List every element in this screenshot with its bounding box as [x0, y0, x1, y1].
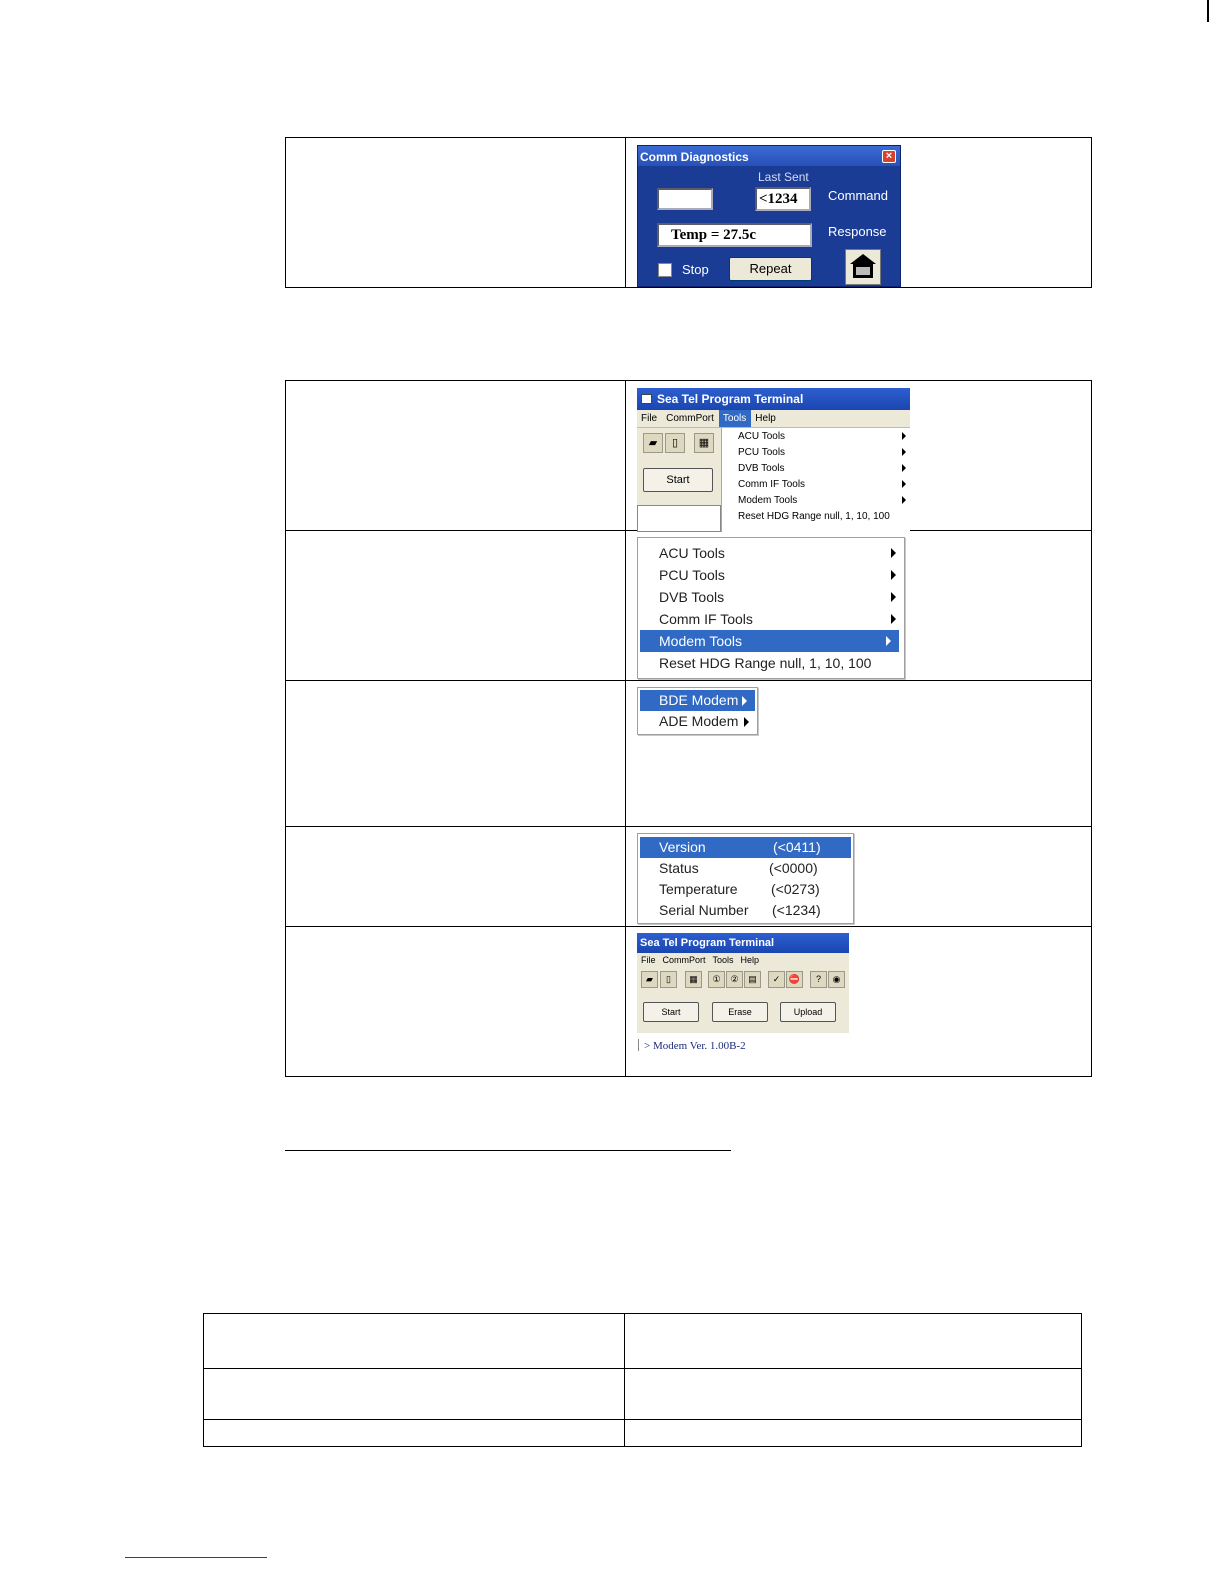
tools-menu — [637, 537, 905, 679]
table-cell-text — [286, 927, 626, 1077]
menu-item-temperature[interactable]: Temperature (<0273) — [659, 881, 820, 897]
erase-button[interactable]: Erase — [712, 1002, 768, 1022]
submenu-arrow-icon — [902, 464, 906, 472]
close-icon[interactable]: × — [882, 150, 896, 163]
start-button[interactable]: Start — [643, 1002, 699, 1022]
last-sent-value: <1234 — [755, 187, 811, 211]
save-icon[interactable]: ▯ — [665, 433, 685, 453]
menu-file[interactable]: File — [641, 413, 658, 424]
menu-item-dvb-tools[interactable]: DVB Tools — [638, 586, 904, 608]
modem-tools-steps-table — [285, 380, 1092, 1077]
stop-label: Stop — [682, 262, 709, 277]
menu-item-bde-modem[interactable]: BDE Modem — [640, 690, 755, 711]
start-button[interactable]: Start — [643, 468, 713, 492]
table-cell-image — [626, 681, 1092, 827]
terminal-icon[interactable]: ▤ — [744, 971, 761, 988]
menu-item-acu-tools[interactable]: ACU Tools — [722, 428, 910, 444]
menu-item-comm-if-tools[interactable]: Comm IF Tools — [638, 608, 904, 630]
menu-item-reset-hdg[interactable]: Reset HDG Range null, 1, 10, 100 — [659, 655, 872, 671]
save-icon[interactable]: ▯ — [660, 971, 677, 988]
table-cell — [204, 1314, 625, 1369]
window-title: Sea Tel Program Terminal — [637, 933, 849, 953]
empty-table — [203, 1313, 1082, 1447]
open-folder-icon[interactable]: ▰ — [641, 971, 658, 988]
terminal-output — [638, 1039, 746, 1052]
table-cell-image — [626, 827, 1092, 927]
footer-link-underline — [125, 1557, 267, 1558]
table-cell-text — [286, 381, 626, 531]
menu-help[interactable]: Help — [755, 413, 776, 424]
response-label: Response — [828, 224, 887, 239]
table-cell-image — [626, 531, 1092, 681]
help-icon[interactable]: ? — [810, 971, 827, 988]
send-icon[interactable] — [845, 249, 881, 285]
submenu-arrow-icon — [891, 570, 896, 580]
table-cell-image — [626, 381, 1092, 531]
table-cell-text — [286, 681, 626, 827]
table-cell — [625, 1420, 1082, 1447]
stop-checkbox[interactable] — [658, 263, 672, 277]
menu-bar — [637, 953, 849, 965]
menu-bar — [637, 410, 910, 428]
menu-file[interactable]: File — [641, 955, 656, 965]
table-cell-text — [286, 531, 626, 681]
table-cell — [204, 1369, 625, 1420]
open-folder-icon[interactable]: ▰ — [643, 433, 663, 453]
command-input[interactable] — [657, 188, 713, 210]
menu-item-version[interactable]: Version (<0411) — [640, 837, 851, 858]
last-sent-label: Last Sent — [758, 170, 809, 184]
submenu-arrow-icon — [891, 614, 896, 624]
table-cell — [625, 1369, 1082, 1420]
properties-icon[interactable]: ▦ — [694, 433, 714, 453]
submenu-arrow-icon — [902, 432, 906, 440]
check-icon[interactable]: ✓ — [768, 971, 785, 988]
text-cursor — [638, 1039, 639, 1051]
modem-menu — [637, 687, 758, 735]
menu-item-serial-number[interactable]: Serial Number (<1234) — [659, 902, 821, 918]
terminal-icon — [641, 394, 652, 404]
menu-item-comm-if-tools[interactable]: Comm IF Tools — [722, 476, 910, 492]
table-cell-image — [626, 927, 1092, 1077]
menu-item-reset-hdg[interactable]: Reset HDG Range null, 1, 10, 100 — [738, 511, 890, 522]
stop-icon[interactable]: ⛔ — [786, 971, 803, 988]
eye-icon[interactable]: ◉ — [828, 971, 845, 988]
table-cell-image — [626, 138, 1092, 288]
comm-diagnostics-window — [637, 145, 901, 287]
menu-help[interactable]: Help — [740, 955, 760, 965]
menu-item-status[interactable]: Status (<0000) — [659, 860, 818, 876]
submenu-arrow-icon — [902, 480, 906, 488]
submenu-arrow-icon — [891, 548, 896, 558]
output-text: > Modem Ver. 1.00B-2 — [644, 1040, 746, 1052]
terminal-output — [637, 505, 721, 532]
submenu-arrow-icon — [744, 717, 749, 727]
menu-item-modem-tools[interactable]: Modem Tools — [722, 492, 910, 508]
submenu-arrow-icon — [902, 448, 906, 456]
menu-commport[interactable]: CommPort — [662, 955, 706, 965]
window-title: Comm Diagnostics — [638, 146, 900, 166]
submenu-arrow-icon — [891, 592, 896, 602]
properties-icon[interactable]: ▦ — [685, 971, 702, 988]
repeat-button[interactable]: Repeat — [729, 257, 812, 281]
response-field: Temp = 27.5c — [657, 223, 812, 247]
submenu-arrow-icon — [886, 636, 891, 646]
window-title: Sea Tel Program Terminal — [657, 392, 804, 406]
tools-dropdown — [721, 428, 910, 532]
upload-button[interactable]: Upload — [780, 1002, 836, 1022]
bde-modem-menu — [637, 833, 854, 924]
menu-tools[interactable]: Tools — [719, 410, 751, 427]
menu-item-acu-tools[interactable]: ACU Tools — [638, 542, 904, 564]
command-label: Command — [828, 188, 888, 203]
menu-item-ade-modem[interactable]: ADE Modem — [638, 711, 757, 732]
section-heading-underline — [285, 1150, 731, 1151]
table-cell-text — [286, 827, 626, 927]
comm-diagnostics-table — [285, 137, 1092, 288]
table-cell-text — [286, 138, 626, 288]
table-cell — [625, 1314, 1082, 1369]
submenu-arrow-icon — [902, 496, 906, 504]
menu-tools[interactable]: Tools — [712, 955, 734, 965]
submenu-arrow-icon — [742, 696, 747, 706]
step-two-icon[interactable]: ② — [726, 971, 743, 988]
table-cell — [204, 1420, 625, 1447]
menu-item-dvb-tools[interactable]: DVB Tools — [722, 460, 910, 476]
menu-item-pcu-tools[interactable]: PCU Tools — [722, 444, 910, 460]
program-terminal-window — [637, 388, 910, 532]
menu-item-pcu-tools[interactable]: PCU Tools — [638, 564, 904, 586]
page-edge-mark — [1207, 0, 1209, 22]
menu-item-modem-tools[interactable]: Modem Tools — [640, 630, 899, 652]
program-terminal-window — [637, 933, 849, 1033]
menu-commport[interactable]: CommPort — [666, 413, 714, 424]
step-one-icon[interactable]: ① — [708, 971, 725, 988]
